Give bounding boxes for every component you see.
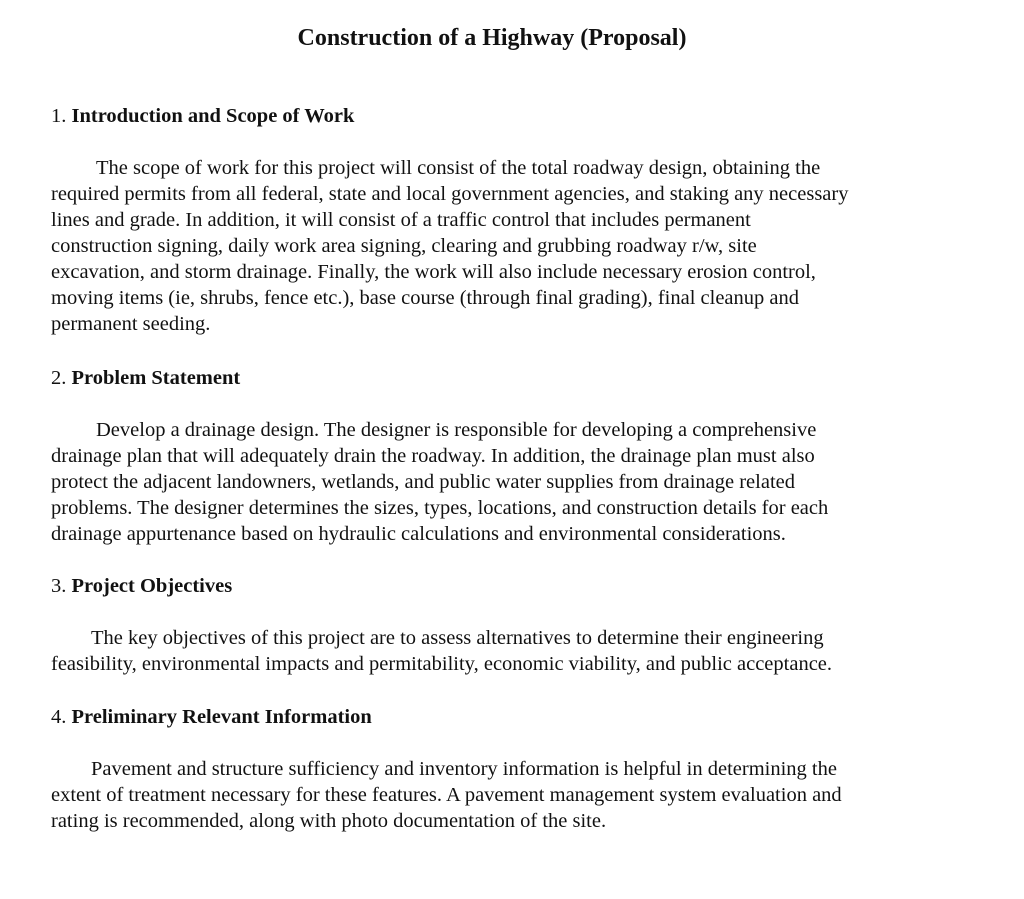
section-4-number: 4.: [51, 706, 67, 728]
section-1-paragraph: [51, 155, 848, 337]
paragraph-line: rating is recommended, along with photo documentation of the site.: [51, 810, 607, 832]
paragraph-line: problems. The designer determines the sizes, types, locations, and construction details for each: [51, 497, 829, 519]
paragraph-line: moving items (ie, shrubs, fence etc.), base course (through final grading), final cleanup and: [51, 287, 799, 309]
section-3-heading: [51, 573, 232, 599]
section-3-title: Project Objectives: [71, 575, 233, 597]
paragraph-line: required permits from all federal, state and local government agencies, and staking any necessary: [51, 183, 849, 205]
section-1-number: 1.: [51, 105, 67, 127]
section-2-number: 2.: [51, 367, 67, 389]
section-2-title: Problem Statement: [71, 367, 241, 389]
paragraph-line: Develop a drainage design. The designer is responsible for developing a comprehensive: [96, 419, 817, 441]
paragraph-line: construction signing, daily work area signing, clearing and grubbing roadway r/w, site: [51, 235, 757, 257]
section-2-paragraph: [51, 417, 828, 547]
section-3-paragraph: [51, 625, 832, 677]
section-3-number: 3.: [51, 575, 67, 597]
section-4-paragraph: [51, 756, 842, 834]
paragraph-line: Pavement and structure sufficiency and inventory information is helpful in determining the: [91, 758, 837, 780]
paragraph-line: The scope of work for this project will consist of the total roadway design, obtaining the: [96, 157, 821, 179]
paragraph-line: lines and grade. In addition, it will consist of a traffic control that includes permanent: [51, 209, 751, 231]
document-title: Construction of a Highway (Proposal): [297, 25, 687, 51]
section-1-title: Introduction and Scope of Work: [71, 105, 355, 127]
paragraph-line: protect the adjacent landowners, wetlands, and public water supplies from drainage related: [51, 471, 795, 493]
paragraph-line: extent of treatment necessary for these features. A pavement management system evaluation and: [51, 784, 842, 806]
paragraph-line: The key objectives of this project are to assess alternatives to determine their engineering: [91, 627, 824, 649]
section-1-heading: [51, 103, 354, 129]
paragraph-line: permanent seeding.: [51, 313, 211, 335]
paragraph-line: drainage plan that will adequately drain the roadway. In addition, the drainage plan must also: [51, 445, 815, 467]
section-2-heading: [51, 365, 240, 391]
paragraph-line: excavation, and storm drainage. Finally, the work will also include necessary erosion control,: [51, 261, 816, 283]
paragraph-line: drainage appurtenance based on hydraulic calculations and environmental considerations.: [51, 523, 786, 545]
paragraph-line: feasibility, environmental impacts and permitability, economic viability, and public acceptance.: [51, 653, 833, 675]
section-4-heading: [51, 704, 372, 730]
section-4-title: Preliminary Relevant Information: [71, 706, 372, 728]
